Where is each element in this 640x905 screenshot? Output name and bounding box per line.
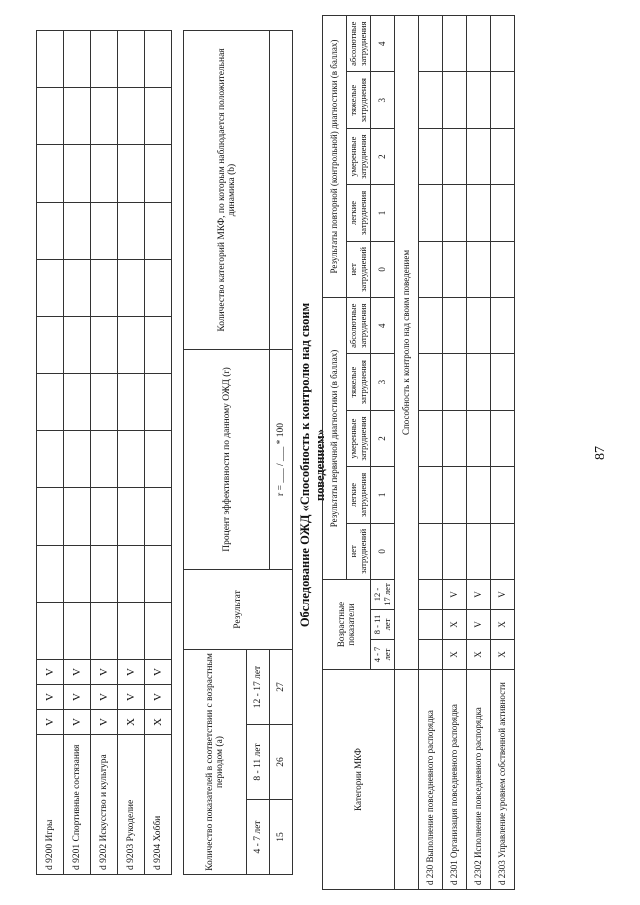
empty-cell — [91, 545, 118, 602]
empty-cell — [419, 241, 443, 297]
table-row — [467, 16, 491, 890]
age-header: 8 - 11 лет — [247, 725, 270, 800]
empty-cell — [419, 523, 443, 579]
mark-cell: X — [491, 640, 515, 670]
empty-cell — [145, 316, 172, 373]
score-header: 1 — [371, 185, 395, 241]
empty-cell — [419, 298, 443, 354]
empty-cell — [443, 72, 467, 128]
result-table — [183, 30, 293, 875]
empty-cell — [491, 467, 515, 523]
empty-cell — [64, 88, 91, 145]
mark-cell — [419, 610, 443, 640]
empty-cell — [37, 545, 64, 602]
empty-cell — [118, 602, 145, 659]
empty-cell — [443, 128, 467, 184]
table-row — [443, 16, 467, 890]
mark-cell — [419, 580, 443, 610]
empty-cell — [491, 298, 515, 354]
empty-cell — [491, 72, 515, 128]
empty-cell — [37, 602, 64, 659]
empty-cell — [64, 374, 91, 431]
mark-cell: V — [91, 710, 118, 735]
empty-cell — [91, 374, 118, 431]
level-header: легкие затруднения — [347, 467, 371, 523]
mark-cell: V — [443, 580, 467, 610]
result-col-b: Количество категорий МКФ, по которым наблюдается положительная динамика (b) — [184, 31, 270, 350]
empty-cell — [443, 410, 467, 466]
repeat-header: Результаты повторной (контрольной) диагностики (в баллах) — [323, 16, 347, 298]
score-header: 4 — [371, 16, 395, 72]
level-header: умеренные затруднения — [347, 128, 371, 184]
empty-cell — [64, 259, 91, 316]
age-group: 12 - 17 лет — [371, 580, 395, 610]
empty-cell — [145, 259, 172, 316]
mark-cell: V — [491, 580, 515, 610]
result-b-value — [270, 31, 293, 350]
age-value: 15 — [270, 800, 293, 875]
empty-cell — [37, 374, 64, 431]
result-col-r: Процент эффективности по данному ОЖД (r) — [184, 349, 270, 569]
empty-cell — [443, 354, 467, 410]
empty-cell — [419, 72, 443, 128]
empty-cell — [491, 16, 515, 72]
empty-cell — [491, 128, 515, 184]
empty-cell — [145, 31, 172, 88]
row-label: d 2301 Организация повседневного распорядка — [443, 670, 467, 890]
table-row — [64, 31, 91, 875]
age-header: Возрастные показатели — [323, 580, 371, 670]
empty-cell — [443, 185, 467, 241]
empty-cell — [145, 602, 172, 659]
mark-cell: V — [37, 710, 64, 735]
table-row — [37, 31, 64, 875]
table-row — [91, 31, 118, 875]
score-header: 0 — [371, 523, 395, 579]
mark-cell: X — [118, 710, 145, 735]
empty-cell — [145, 202, 172, 259]
empty-cell — [491, 185, 515, 241]
score-header: 0 — [371, 241, 395, 297]
row-label: d 9203 Рукоделие — [118, 735, 145, 875]
empty-cell — [145, 545, 172, 602]
row-label: d 9201 Спортивные состязания — [64, 735, 91, 875]
empty-cell — [419, 354, 443, 410]
empty-cell — [91, 145, 118, 202]
level-header: легкие затруднения — [347, 185, 371, 241]
empty-cell — [467, 128, 491, 184]
row-label: d 9200 Игры — [37, 735, 64, 875]
empty-cell — [91, 316, 118, 373]
empty-cell — [118, 316, 145, 373]
empty-cell — [91, 88, 118, 145]
group-row — [395, 16, 419, 890]
section-title: Обследование ОЖД «Способность к контролю над своим поведением» — [298, 302, 327, 628]
age-group: 4 - 7 лет — [371, 640, 395, 670]
empty-cell — [419, 467, 443, 523]
row-label: d 230 Выполнение повседневного распорядка — [419, 670, 443, 890]
page-number: 87 — [593, 446, 608, 460]
result-col-a: Количество показателей в соответствии с возрастным периодом (а) — [184, 649, 247, 874]
empty-cell — [91, 31, 118, 88]
mark-cell: X — [491, 610, 515, 640]
empty-cell — [91, 602, 118, 659]
age-header: 12 - 17 лет — [247, 649, 270, 724]
mark-cell: V — [118, 685, 145, 710]
control-table — [322, 15, 515, 890]
mark-cell: V — [64, 685, 91, 710]
mark-cell: V — [467, 580, 491, 610]
empty-cell — [37, 145, 64, 202]
empty-cell — [419, 16, 443, 72]
empty-cell — [64, 145, 91, 202]
empty-cell — [145, 431, 172, 488]
level-header: тяжелые затруднения — [347, 354, 371, 410]
empty-cell — [443, 467, 467, 523]
mark-cell: V — [467, 610, 491, 640]
empty-cell — [37, 488, 64, 545]
score-header: 2 — [371, 128, 395, 184]
empty-cell — [64, 602, 91, 659]
level-header: абсолютные затруднения — [347, 298, 371, 354]
empty-cell — [37, 259, 64, 316]
empty-cell — [118, 431, 145, 488]
empty-cell — [491, 523, 515, 579]
mark-cell: X — [467, 640, 491, 670]
empty-cell — [118, 259, 145, 316]
empty-cell — [64, 431, 91, 488]
empty-cell — [467, 523, 491, 579]
empty-cell — [118, 31, 145, 88]
empty-cell — [64, 31, 91, 88]
age-header: 4 - 7 лет — [247, 800, 270, 875]
level-header: тяжелые затруднения — [347, 72, 371, 128]
empty-cell — [419, 410, 443, 466]
empty-cell — [443, 241, 467, 297]
empty-cell — [467, 72, 491, 128]
empty-cell — [91, 488, 118, 545]
empty-cell — [145, 145, 172, 202]
formula: r = ___ / ___ * 100 — [270, 349, 293, 569]
empty-cell — [64, 202, 91, 259]
score-header: 4 — [371, 298, 395, 354]
mark-cell: V — [91, 660, 118, 685]
empty-cell — [37, 31, 64, 88]
mark-cell: V — [64, 710, 91, 735]
mark-cell: X — [443, 640, 467, 670]
empty-cell — [467, 410, 491, 466]
mark-cell: V — [37, 685, 64, 710]
empty-cell — [64, 545, 91, 602]
level-header: абсолютные затруднения — [347, 16, 371, 72]
empty-cell — [91, 259, 118, 316]
empty-cell — [91, 431, 118, 488]
score-header: 1 — [371, 467, 395, 523]
empty-cell — [118, 202, 145, 259]
empty-cell — [491, 354, 515, 410]
empty-cell — [64, 488, 91, 545]
empty-cell — [491, 410, 515, 466]
empty-cell — [118, 374, 145, 431]
mark-cell — [419, 640, 443, 670]
table-row — [491, 16, 515, 890]
mark-cell: V — [64, 660, 91, 685]
empty-cell — [37, 88, 64, 145]
empty-cell — [467, 16, 491, 72]
empty-cell — [467, 298, 491, 354]
score-header: 3 — [371, 354, 395, 410]
group-title: Способность к контролю над своим поведением — [395, 16, 419, 670]
mark-cell: X — [443, 610, 467, 640]
empty-cell — [443, 523, 467, 579]
empty-cell — [419, 128, 443, 184]
empty-cell — [37, 316, 64, 373]
table-row — [118, 31, 145, 875]
empty-cell — [395, 670, 419, 890]
age-group: 8 - 11 лет — [371, 610, 395, 640]
empty-cell — [443, 298, 467, 354]
row-label: d 2303 Управление уровнем собственной активности — [491, 670, 515, 890]
empty-cell — [145, 374, 172, 431]
row-label: d 9204 Хобби — [145, 735, 172, 875]
empty-cell — [118, 545, 145, 602]
empty-cell — [91, 202, 118, 259]
mark-cell: V — [91, 685, 118, 710]
empty-cell — [64, 316, 91, 373]
empty-cell — [145, 488, 172, 545]
row-label: d 2302 Исполнение повседневного распорядка — [467, 670, 491, 890]
empty-cell — [443, 16, 467, 72]
level-header: нет затруднений — [347, 523, 371, 579]
score-header: 3 — [371, 72, 395, 128]
level-header: умеренные затруднения — [347, 410, 371, 466]
empty-cell — [37, 202, 64, 259]
table-row — [419, 16, 443, 890]
age-value: 27 — [270, 649, 293, 724]
empty-cell — [145, 88, 172, 145]
empty-cell — [118, 145, 145, 202]
empty-cell — [37, 431, 64, 488]
result-title: Результат — [184, 569, 293, 649]
empty-cell — [118, 88, 145, 145]
primary-header: Результаты первичной диагностики (в баллах) — [323, 298, 347, 580]
empty-cell — [467, 185, 491, 241]
mark-cell: V — [145, 685, 172, 710]
empty-cell — [491, 241, 515, 297]
activity-table — [36, 30, 172, 875]
mark-cell: V — [37, 660, 64, 685]
empty-cell — [467, 241, 491, 297]
empty-cell — [118, 488, 145, 545]
mkf-header: Категории МКФ — [323, 670, 395, 890]
score-header: 2 — [371, 410, 395, 466]
age-value: 26 — [270, 725, 293, 800]
level-header: нет затруднений — [347, 241, 371, 297]
row-label: d 9202 Искусство и культура — [91, 735, 118, 875]
empty-cell — [467, 467, 491, 523]
empty-cell — [467, 354, 491, 410]
mark-cell: V — [145, 660, 172, 685]
mark-cell: V — [118, 660, 145, 685]
mark-cell: X — [145, 710, 172, 735]
empty-cell — [419, 185, 443, 241]
table-row — [145, 31, 172, 875]
